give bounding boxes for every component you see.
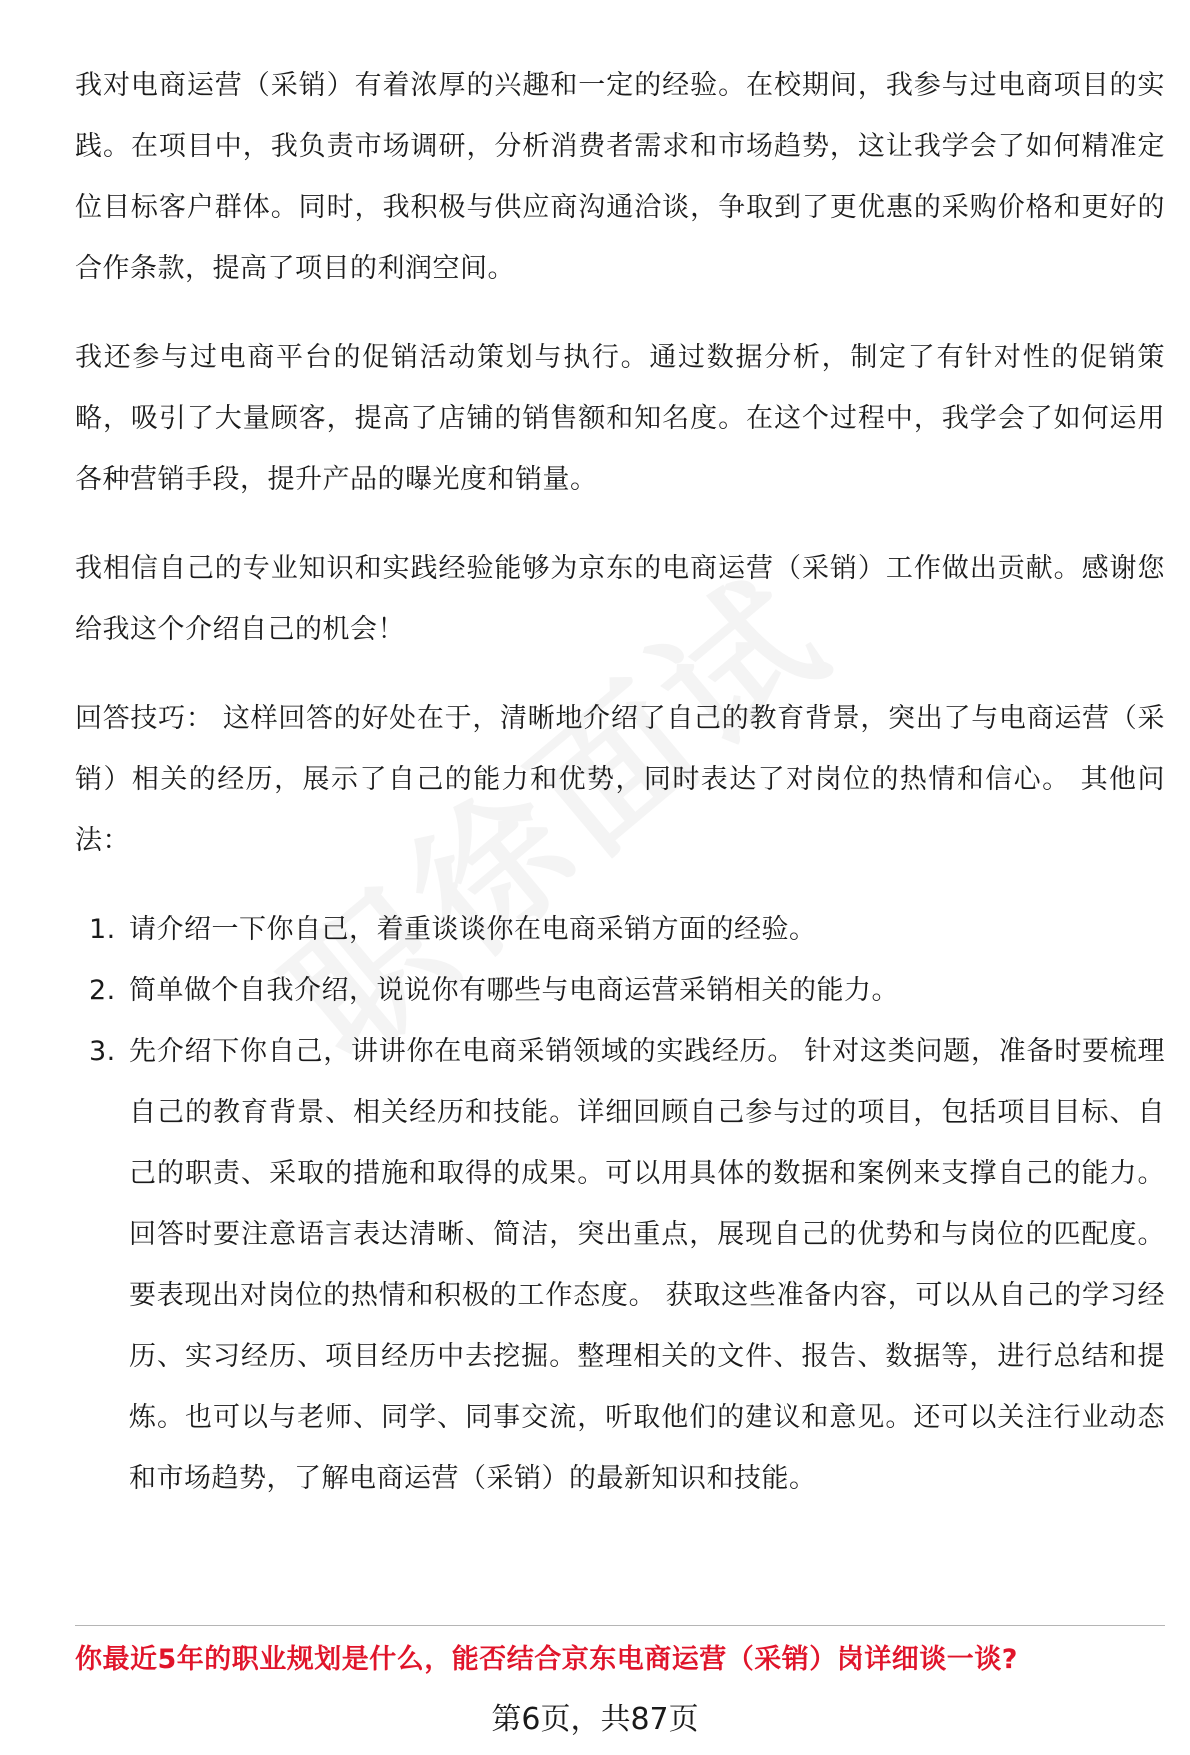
list-item-text: 请介绍一下你自己，着重谈谈你在电商采销方面的经验。 [129,914,817,945]
paragraph-conclusion: 我相信自己的专业知识和实践经验能够为京东的电商运营（采销）工作做出贡献。感谢您给我这个介绍自己的机会！ [75,553,1165,645]
list-item-text: 先介绍下你自己，讲讲你在电商采销领域的实践经历。 针对这类问题，准备时要梳理自己的教育背景、相关经历和技能。详细回顾自己参与过的项目，包括项目目标、自己的职责、采取的措施和取得的成果。可以用具体的数据和案例来支撑自己的能力。 回答时要注意语言表达清晰、简洁，突出重点，展现自己的优势和与岗位的匹配度。要表现出对岗位的热情和积极的工作态度。 获取这些准备内容，可以从自己的学习经历、实习经历、项目经历中去挖掘。整理相关的文件、报告、数据等，进行总结和提炼。也可以与老师、同学、同事交流，听取他们的建议和意见。还可以关注行业动态和市场趋势，了解电商运营（采销）的最新知识和技能。 [129,1036,1165,1494]
paragraph-answer-tips: 回答技巧： 这样回答的好处在于，清晰地介绍了自己的教育背景，突出了与电商运营（采销）相关的经历，展示了自己的能力和优势，同时表达了对岗位的热情和信心。 其他问法： [75,703,1165,856]
list-item-number: 2. [89,975,116,1006]
list-item-number: 3. [89,1036,116,1067]
paragraph-intro-experience: 我对电商运营（采销）有着浓厚的兴趣和一定的经验。在校期间，我参与过电商项目的实践。在项目中，我负责市场调研，分析消费者需求和市场趋势，这让我学会了如何精准定位目标客户群体。同时，我积极与供应商沟通洽谈，争取到了更优惠的采购价格和更好的合作条款，提高了项目的利润空间。 [75,70,1165,284]
list-item [75,1021,1165,1509]
list-item [75,899,1165,960]
next-question-heading: 你最近5年的职业规划是什么，能否结合京东电商运营（采销）岗详细谈一谈? [75,1644,1018,1675]
alternative-questions-list [75,899,1165,1509]
section-divider [75,1625,1165,1626]
page-content [75,55,1165,1509]
list-item-number: 1. [89,914,116,945]
page-number: 第6页，共87页 [491,1702,699,1737]
list-item [75,960,1165,1021]
list-item-text: 简单做个自我介绍，说说你有哪些与电商运营采销相关的能力。 [129,975,899,1006]
paragraph-promotion-experience: 我还参与过电商平台的促销活动策划与执行。通过数据分析，制定了有针对性的促销策略，吸引了大量顾客，提高了店铺的销售额和知名度。在这个过程中，我学会了如何运用各种营销手段，提升产品的曝光度和销量。 [75,342,1165,495]
